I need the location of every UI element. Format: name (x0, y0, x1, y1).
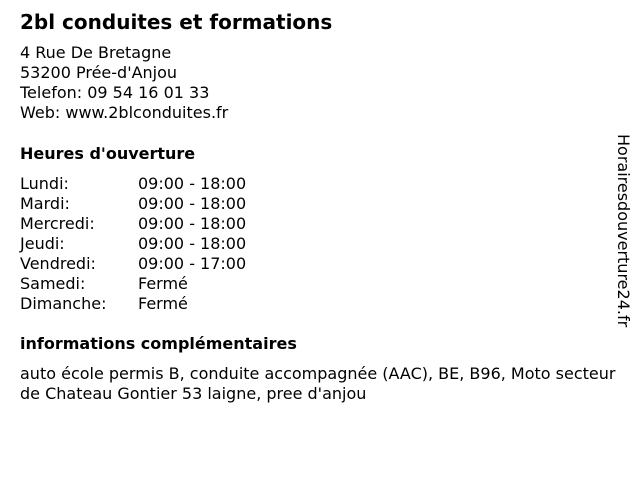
hours-row-saturday (20, 274, 280, 294)
day-label: Vendredi: (20, 254, 96, 273)
site-watermark: Horairesdouverture24.fr (614, 134, 633, 328)
address-city: 53200 Prée-d'Anjou (20, 63, 178, 82)
hours-row-tuesday (20, 194, 280, 214)
day-label: Lundi: (20, 174, 69, 193)
hours-row-wednesday (20, 214, 280, 234)
hours-row-thursday (20, 234, 280, 254)
time-value: 09:00 - 18:00 (138, 234, 247, 253)
day-label: Samedi: (20, 274, 86, 293)
day-label: Mardi: (20, 194, 70, 213)
time-value: 09:00 - 18:00 (138, 214, 247, 233)
address-block (20, 43, 228, 123)
opening-hours-table (20, 174, 280, 314)
additional-info-heading: informations complémentaires (20, 334, 297, 353)
business-name: 2bl conduites et formations (20, 10, 333, 34)
time-value: Fermé (138, 274, 188, 293)
hours-row-monday (20, 174, 280, 194)
time-value: 09:00 - 17:00 (138, 254, 247, 273)
hours-row-friday (20, 254, 280, 274)
time-value: Fermé (138, 294, 188, 313)
day-label: Mercredi: (20, 214, 95, 233)
additional-info-text: auto école permis B, conduite accompagnée (AAC), BE, B96, Moto secteur de Chateau Gontier 53 laigne, pree d'anjou (20, 364, 616, 403)
day-label: Dimanche: (20, 294, 107, 313)
opening-hours-heading: Heures d'ouverture (20, 144, 196, 163)
day-label: Jeudi: (20, 234, 65, 253)
address-street: 4 Rue De Bretagne (20, 43, 172, 62)
phone-number: Telefon: 09 54 16 01 33 (20, 83, 210, 102)
website: Web: www.2blconduites.fr (20, 103, 229, 122)
hours-row-sunday (20, 294, 280, 314)
time-value: 09:00 - 18:00 (138, 174, 247, 193)
time-value: 09:00 - 18:00 (138, 194, 247, 213)
